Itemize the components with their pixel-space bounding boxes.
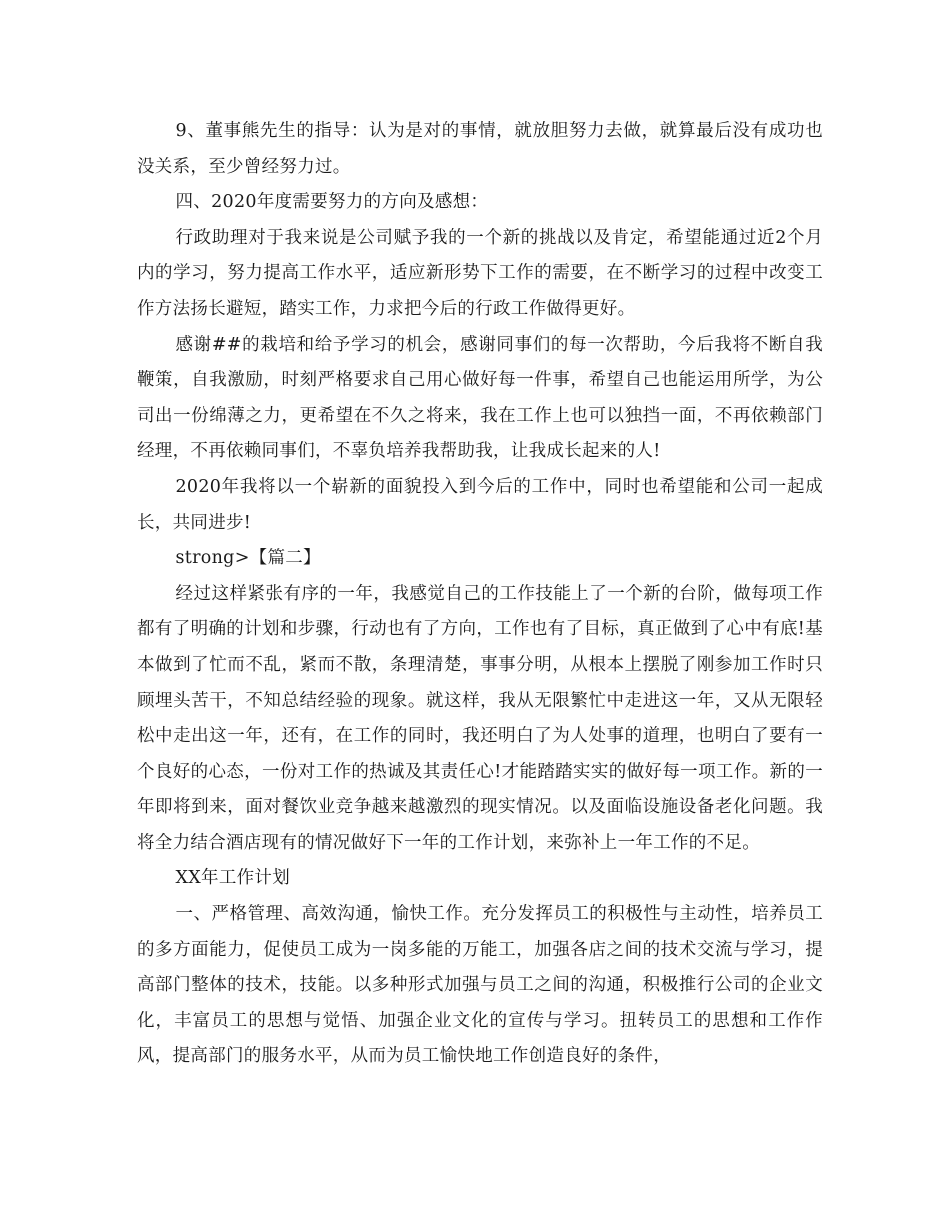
paragraph-new-year: 2020年我将以一个崭新的面貌投入到今后的工作中，同时也希望能和公司一起成长，共同进步! [137,476,823,533]
heading-2020-direction: 四、2020年度需要努力的方向及感想： [175,192,489,213]
paragraph-year-review: 经过这样紧张有序的一年，我感觉自己的工作技能上了一个新的台阶，做每项工作都有了明确的计划和步骤，行动也有了方向，工作也有了目标，真正做到了心中有底!基本做到了忙而不乱，紧而不散，条理清楚，事事分明，从根本上摆脱了刚参加工作时只顾埋头苦干，不知总结经验的现象。就这样，我从无限繁忙中走进这一年，又从无限轻松中走出这一年，还有，在工作的同时，我还明白了为人处事的道理，也明白了要有一个良好的心态，一份对工作的热诚及其责任心!才能踏踏实实的做好每一项工作。新的一年即将到来，面对餐饮业竞争越来越激烈的现实情况。以及面临设施设备老化问题。我将全力结合酒店现有的情况做好下一年的工作计划，来弥补上一年工作的不足。 [137,583,823,853]
document-body [137,114,823,1075]
section-heading-part-two: strong>【篇二】 [175,548,321,569]
paragraph-guidance: 9、董事熊先生的指导：认为是对的事情，就放胆努力去做，就算最后没有成功也没关系，至少曾经努力过。 [137,121,823,177]
paragraph-admin-assistant: 行政助理对于我来说是公司赋予我的一个新的挑战以及肯定，希望能通过近2个月内的学习，努力提高工作水平，适应新形势下工作的需要，在不断学习的过程中改变工作方法扬长避短，踏实工作，力求把今后的行政工作做得更好。 [137,227,823,319]
heading-work-plan: XX年工作计划 [175,868,291,889]
paragraph-strict-management: 一、严格管理、高效沟通，愉快工作。充分发挥员工的积极性与主动性，培养员工的多方面能力，促使员工成为一岗多能的万能工，加强各店之间的技术交流与学习，提高部门整体的技术，技能。以多种形式加强与员工之间的沟通，积极推行公司的企业文化，丰富员工的思想与觉悟、加强企业文化的宣传与学习。扭转员工的思想和工作作风，提高部门的服务水平，从而为员工愉快地工作创造良好的条件， [137,904,823,1067]
paragraph-thanks: 感谢##的栽培和给予学习的机会，感谢同事们的每一次帮助，今后我将不断自我鞭策，自我激励，时刻严格要求自己用心做好每一件事，希望自己也能运用所学，为公司出一份绵薄之力，更希望在不久之将来，我在工作上也可以独挡一面，不再依赖部门经理，不再依赖同事们，不辜负培养我帮助我，让我成长起来的人! [137,334,823,462]
